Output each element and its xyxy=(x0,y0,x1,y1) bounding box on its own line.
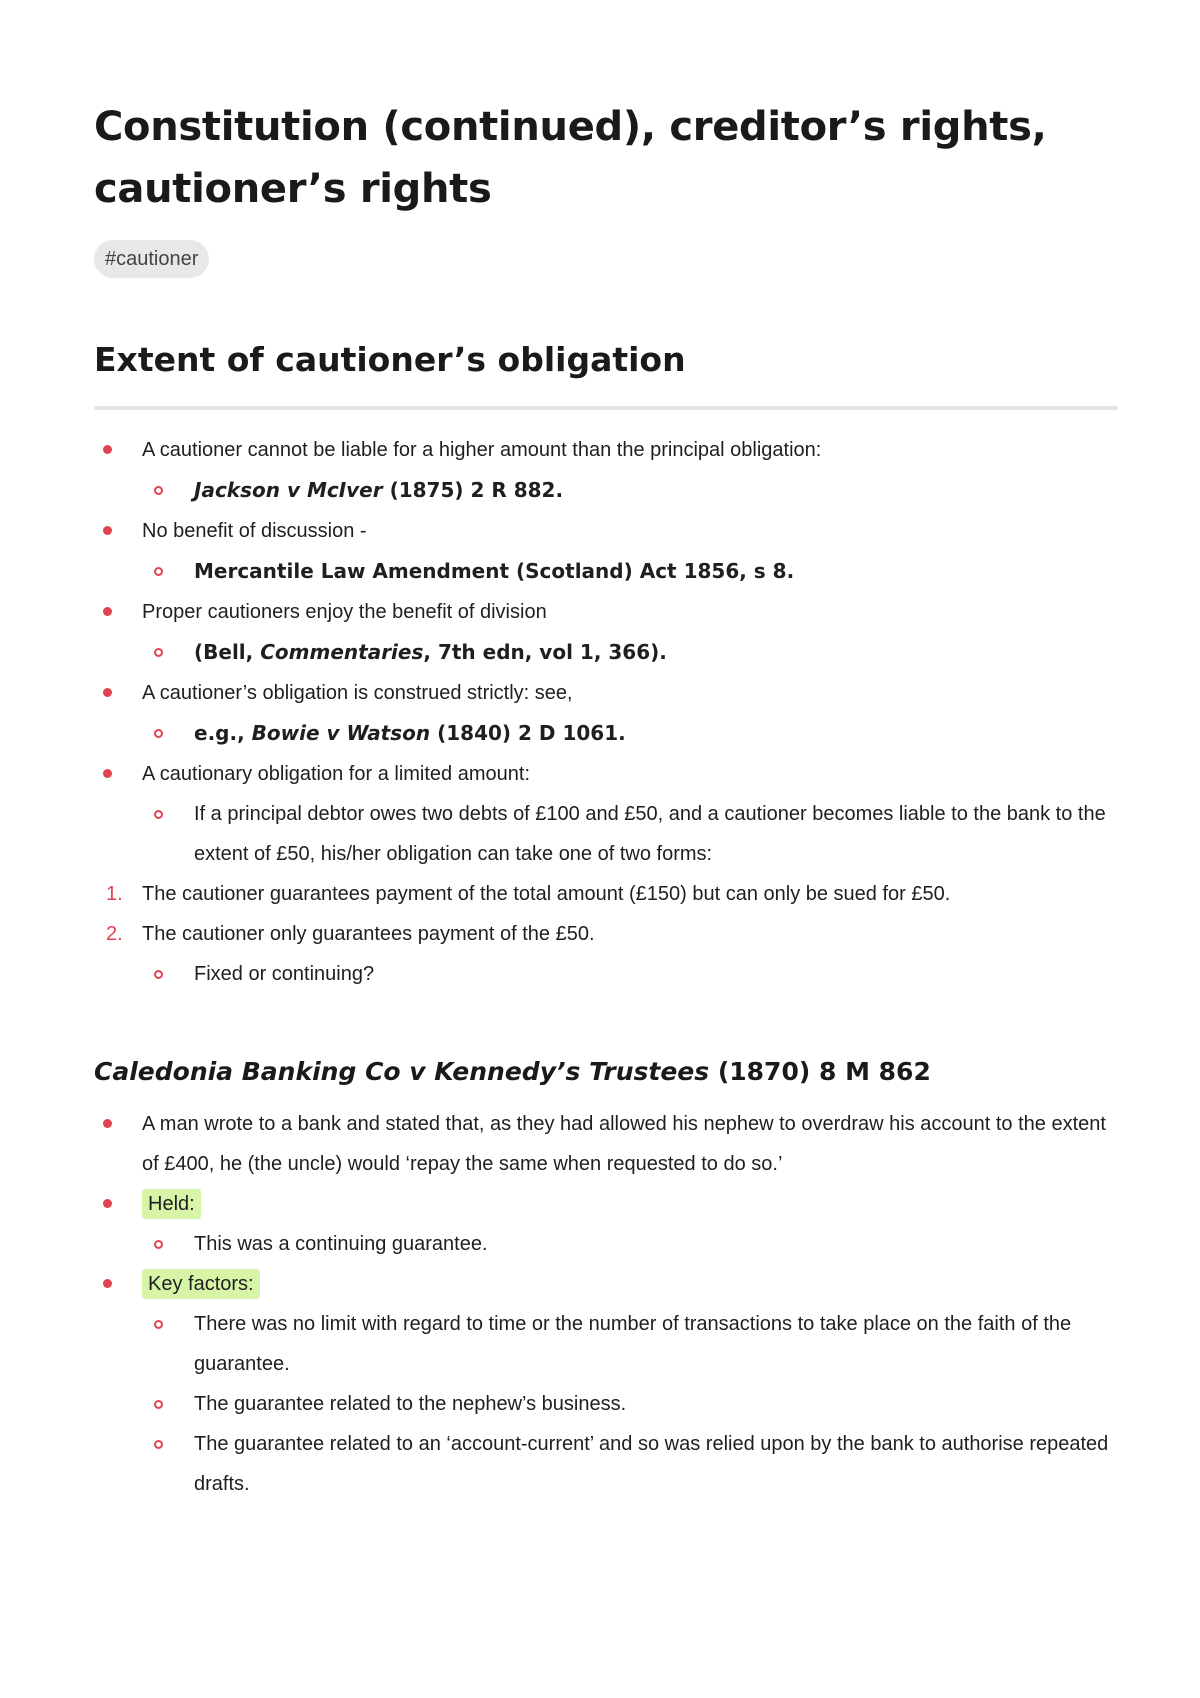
bullet-icon xyxy=(103,1119,112,1128)
bullet-icon xyxy=(103,1279,112,1288)
list-item-text: Fixed or continuing? xyxy=(194,963,375,985)
bullet-icon xyxy=(154,1440,163,1449)
list-item-text: This was a continuing guarantee. xyxy=(194,1233,488,1255)
citation-suffix: , 7th edn, vol 1, 366). xyxy=(423,640,667,664)
list-item-text: The cautioner only guarantees payment of the £50. xyxy=(142,923,595,945)
list-item-text: If a principal debtor owes two debts of £100 and £50, and a cautioner becomes liable to the bank to the extent of £50, his/her obligation can take one of two forms: xyxy=(194,803,1106,865)
case-heading xyxy=(94,1052,1118,1092)
list-item xyxy=(94,592,1118,632)
list-item xyxy=(94,1264,1118,1304)
list-item xyxy=(94,1224,1118,1264)
list-item-text: The cautioner guarantees payment of the total amount (£150) but can only be sued for £50. xyxy=(142,883,951,905)
case-citation: (1840) 2 D 1061. xyxy=(430,721,626,745)
list-item xyxy=(94,1184,1118,1224)
case-name: Jackson v McIver xyxy=(194,478,383,502)
bullet-icon xyxy=(154,486,163,495)
list-item xyxy=(94,673,1118,713)
list-item-text: The guarantee related to an ‘account-current’ and so was relied upon by the bank to authorise repeated drafts. xyxy=(194,1433,1109,1495)
bullet-icon xyxy=(103,526,112,535)
list-number: 2. xyxy=(106,923,123,945)
bullet-icon xyxy=(154,1320,163,1329)
document-page xyxy=(94,96,1118,1504)
highlight-key-factors: Key factors: xyxy=(142,1269,260,1299)
highlight-held: Held: xyxy=(142,1189,201,1219)
citation-prefix: (Bell, xyxy=(194,640,261,664)
list-item-text: No benefit of discussion - xyxy=(142,520,367,542)
list-item-text: There was no limit with regard to time or the number of transactions to take place on the faith of the guarantee. xyxy=(194,1313,1072,1375)
case-heading-name: Caledonia Banking Co v Kennedy’s Trustees xyxy=(94,1057,710,1086)
bullet-icon xyxy=(103,607,112,616)
list-item xyxy=(94,794,1118,874)
list-item-text: A man wrote to a bank and stated that, as they had allowed his nephew to overdraw his account to the extent of £400, he (the uncle) would ‘repay the same when requested to do so.’ xyxy=(142,1113,1106,1175)
book-title: Commentaries xyxy=(260,640,424,664)
list-item xyxy=(94,632,1118,673)
list-number: 1. xyxy=(106,883,123,905)
list-item-text: A cautioner cannot be liable for a higher amount than the principal obligation: xyxy=(142,439,822,461)
list-item xyxy=(94,511,1118,551)
list-item xyxy=(94,1104,1118,1184)
list-item xyxy=(94,754,1118,794)
section-heading-extent: Extent of cautioner’s obligation xyxy=(94,340,686,379)
list-item-text: The guarantee related to the nephew’s business. xyxy=(194,1393,627,1415)
page-title: Constitution (continued), creditor’s rights, cautioner’s rights xyxy=(94,104,1047,212)
list-item xyxy=(94,1424,1118,1504)
list-item xyxy=(94,1304,1118,1384)
bullet-icon xyxy=(154,1240,163,1249)
list-item xyxy=(94,1384,1118,1424)
numbered-item xyxy=(94,874,1118,914)
list-item-text: A cautionary obligation for a limited amount: xyxy=(142,763,530,785)
numbered-item xyxy=(94,914,1118,954)
list-item xyxy=(94,470,1118,511)
bullet-icon xyxy=(103,1199,112,1208)
list-item-text: A cautioner’s obligation is construed strictly: see, xyxy=(142,682,573,704)
case-citation: (1875) 2 R 882. xyxy=(382,478,564,502)
citation-prefix: e.g., xyxy=(194,721,252,745)
list-item xyxy=(94,954,1118,994)
list-item xyxy=(94,551,1118,592)
list-item-text: Proper cautioners enjoy the benefit of division xyxy=(142,601,547,623)
bullet-icon xyxy=(154,970,163,979)
statute-reference: Mercantile Law Amendment (Scotland) Act 1856, s 8. xyxy=(194,559,795,583)
bullet-icon xyxy=(103,445,112,454)
case-list xyxy=(94,1104,1118,1504)
case-heading-citation: (1870) 8 M 862 xyxy=(709,1057,931,1086)
bullet-icon xyxy=(103,688,112,697)
bullet-icon xyxy=(154,810,163,819)
bullet-icon xyxy=(154,567,163,576)
bullet-icon xyxy=(103,769,112,778)
bullet-icon xyxy=(154,648,163,657)
bullet-icon xyxy=(154,1400,163,1409)
case-name: Bowie v Watson xyxy=(251,721,431,745)
bullet-icon xyxy=(154,729,163,738)
list-item xyxy=(94,713,1118,754)
extent-list xyxy=(94,430,1118,994)
list-item xyxy=(94,430,1118,470)
divider xyxy=(94,406,1118,410)
tag-cautioner[interactable]: #cautioner xyxy=(94,240,209,278)
